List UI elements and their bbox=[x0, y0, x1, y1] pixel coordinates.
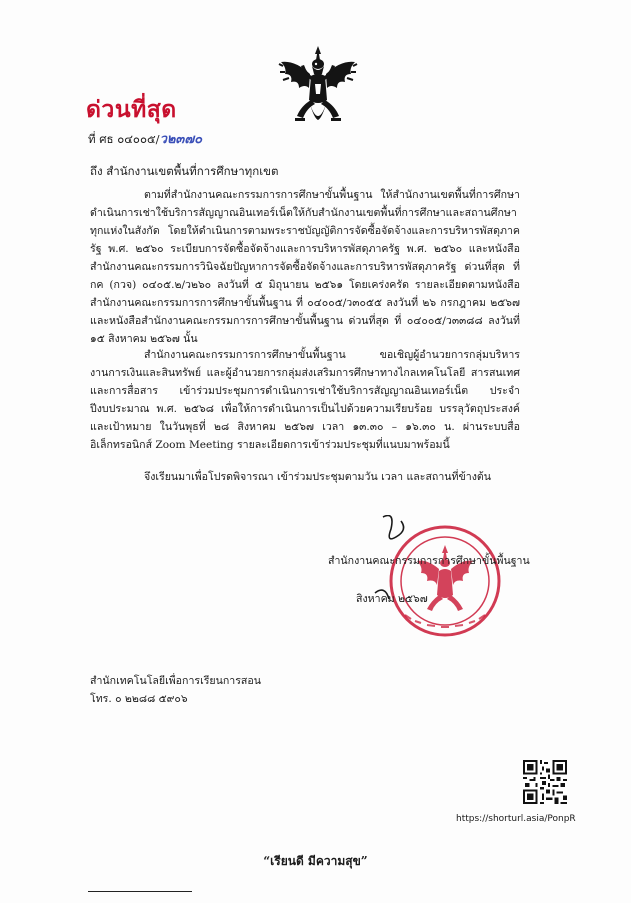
sender-office: สำนักเทคโนโลยีเพื่อการเรียนการสอน bbox=[90, 675, 261, 687]
closing-paragraph: จึงเรียนมาเพื่อโปรดพิจารณา เข้าร่วมประชุมตามวัน เวลา และสถานที่ข้างต้น bbox=[144, 471, 492, 483]
qr-code-icon[interactable] bbox=[523, 760, 567, 804]
document-number-handwritten: ว๒๓๗๐ bbox=[159, 132, 203, 147]
urgency-label: ด่วนที่สุด bbox=[86, 97, 177, 123]
qr-url-link[interactable]: https://shorturl.asia/PonpR bbox=[456, 814, 576, 824]
sender-block bbox=[90, 672, 261, 708]
official-seal-stamp bbox=[365, 515, 515, 645]
body-paragraph-2: สำนักงานคณะกรรมการการศึกษาขั้นพื้นฐาน ขอเชิญผู้อำนวยการกลุ่มบริหารงานการเงินและสินทรัพย์ และผู้อำนวยการกลุ่มส่งเสริมการศึกษาทางไกลเทคโนโลยี สารสนเทศและการสื่อสาร เข้าร่วมประชุมการดำเนินการเช่าใช้บริการสัญญาณอินเทอร์เน็ต ประจำปีงบประมาณ พ.ศ. ๒๕๖๘ เพื่อให้การดำเนินการเป็นไปด้วยความเรียบร้อย บรรลุวัตถุประสงค์และเป้าหมาย ในวันพุธที่ ๒๘ สิงหาคม ๒๕๖๗ เวลา ๑๓.๓๐ – ๑๖.๓๐ น. ผ่านระบบสื่ออิเล็กทรอนิกส์ Zoom Meeting รายละเอียดการเข้าร่วมประชุมที่แนบมาพร้อมนี้ bbox=[90, 349, 520, 451]
document-number-printed: ที่ ศธ ๐๔๐๐๕/ bbox=[88, 132, 160, 146]
signing-date: สิงหาคม ๒๕๖๗ bbox=[356, 593, 428, 605]
addressee-line: ถึง สำนักงานเขตพื้นที่การศึกษาทุกเขต bbox=[90, 164, 279, 178]
body-paragraph-1: ตามที่สำนักงานคณะกรรมการการศึกษาขั้นพื้นฐาน ให้สำนักงานเขตพื้นที่การศึกษาดำเนินการเช่าใช้บริการสัญญาณอินเทอร์เน็ตให้กับสำนักงานเขตพื้นที่การศึกษาและสถานศึกษาทุกแห่งในสังกัด โดยให้ดำเนินการตามพระราชบัญญัติการจัดซื้อจัดจ้างและการบริหารพัสดุภาครัฐ พ.ศ. ๒๕๖๐ ระเบียบการจัดซื้อจัดจ้างและการบริหารพัสดุภาครัฐ พ.ศ. ๒๕๖๐ และหนังสือสำนักงานคณะกรรมการวินิจฉัยปัญหาการจัดซื้อจัดจ้างและการบริหารพัสดุภาครัฐ ด่วนที่สุด ที่ กค (กวจ) ๐๔๐๕.๒/ว๒๖๐ ลงวันที่ ๕ มิถุนายน ๒๕๖๑ โดยเคร่งครัด รายละเอียดตามหนังสือสำนักงานคณะกรรมการการศึกษาขั้นพื้นฐาน ที่ ๐๔๐๐๕/ว๓๐๕๕ ลงวันที่ ๒๖ กรกฎาคม ๒๕๖๗ และหนังสือสำนักงานคณะกรรมการการศึกษาขั้นพื้นฐาน ด่วนที่สุด ที่ ๐๔๐๐๕/ว๓๓๘๘ ลงวันที่ ๑๕ สิงหาคม ๒๕๖๗ นั้น bbox=[90, 189, 520, 345]
footer-divider bbox=[88, 891, 192, 892]
signing-agency: สำนักงานคณะกรรมการการศึกษาขั้นพื้นฐาน bbox=[328, 555, 530, 567]
document-number bbox=[88, 128, 202, 149]
footer-slogan: “เรียนดี มีความสุข” bbox=[263, 854, 368, 868]
garuda-emblem-icon bbox=[277, 44, 359, 128]
sender-phone: โทร. ๐ ๒๒๘๘ ๕๙๐๖ bbox=[90, 693, 188, 705]
